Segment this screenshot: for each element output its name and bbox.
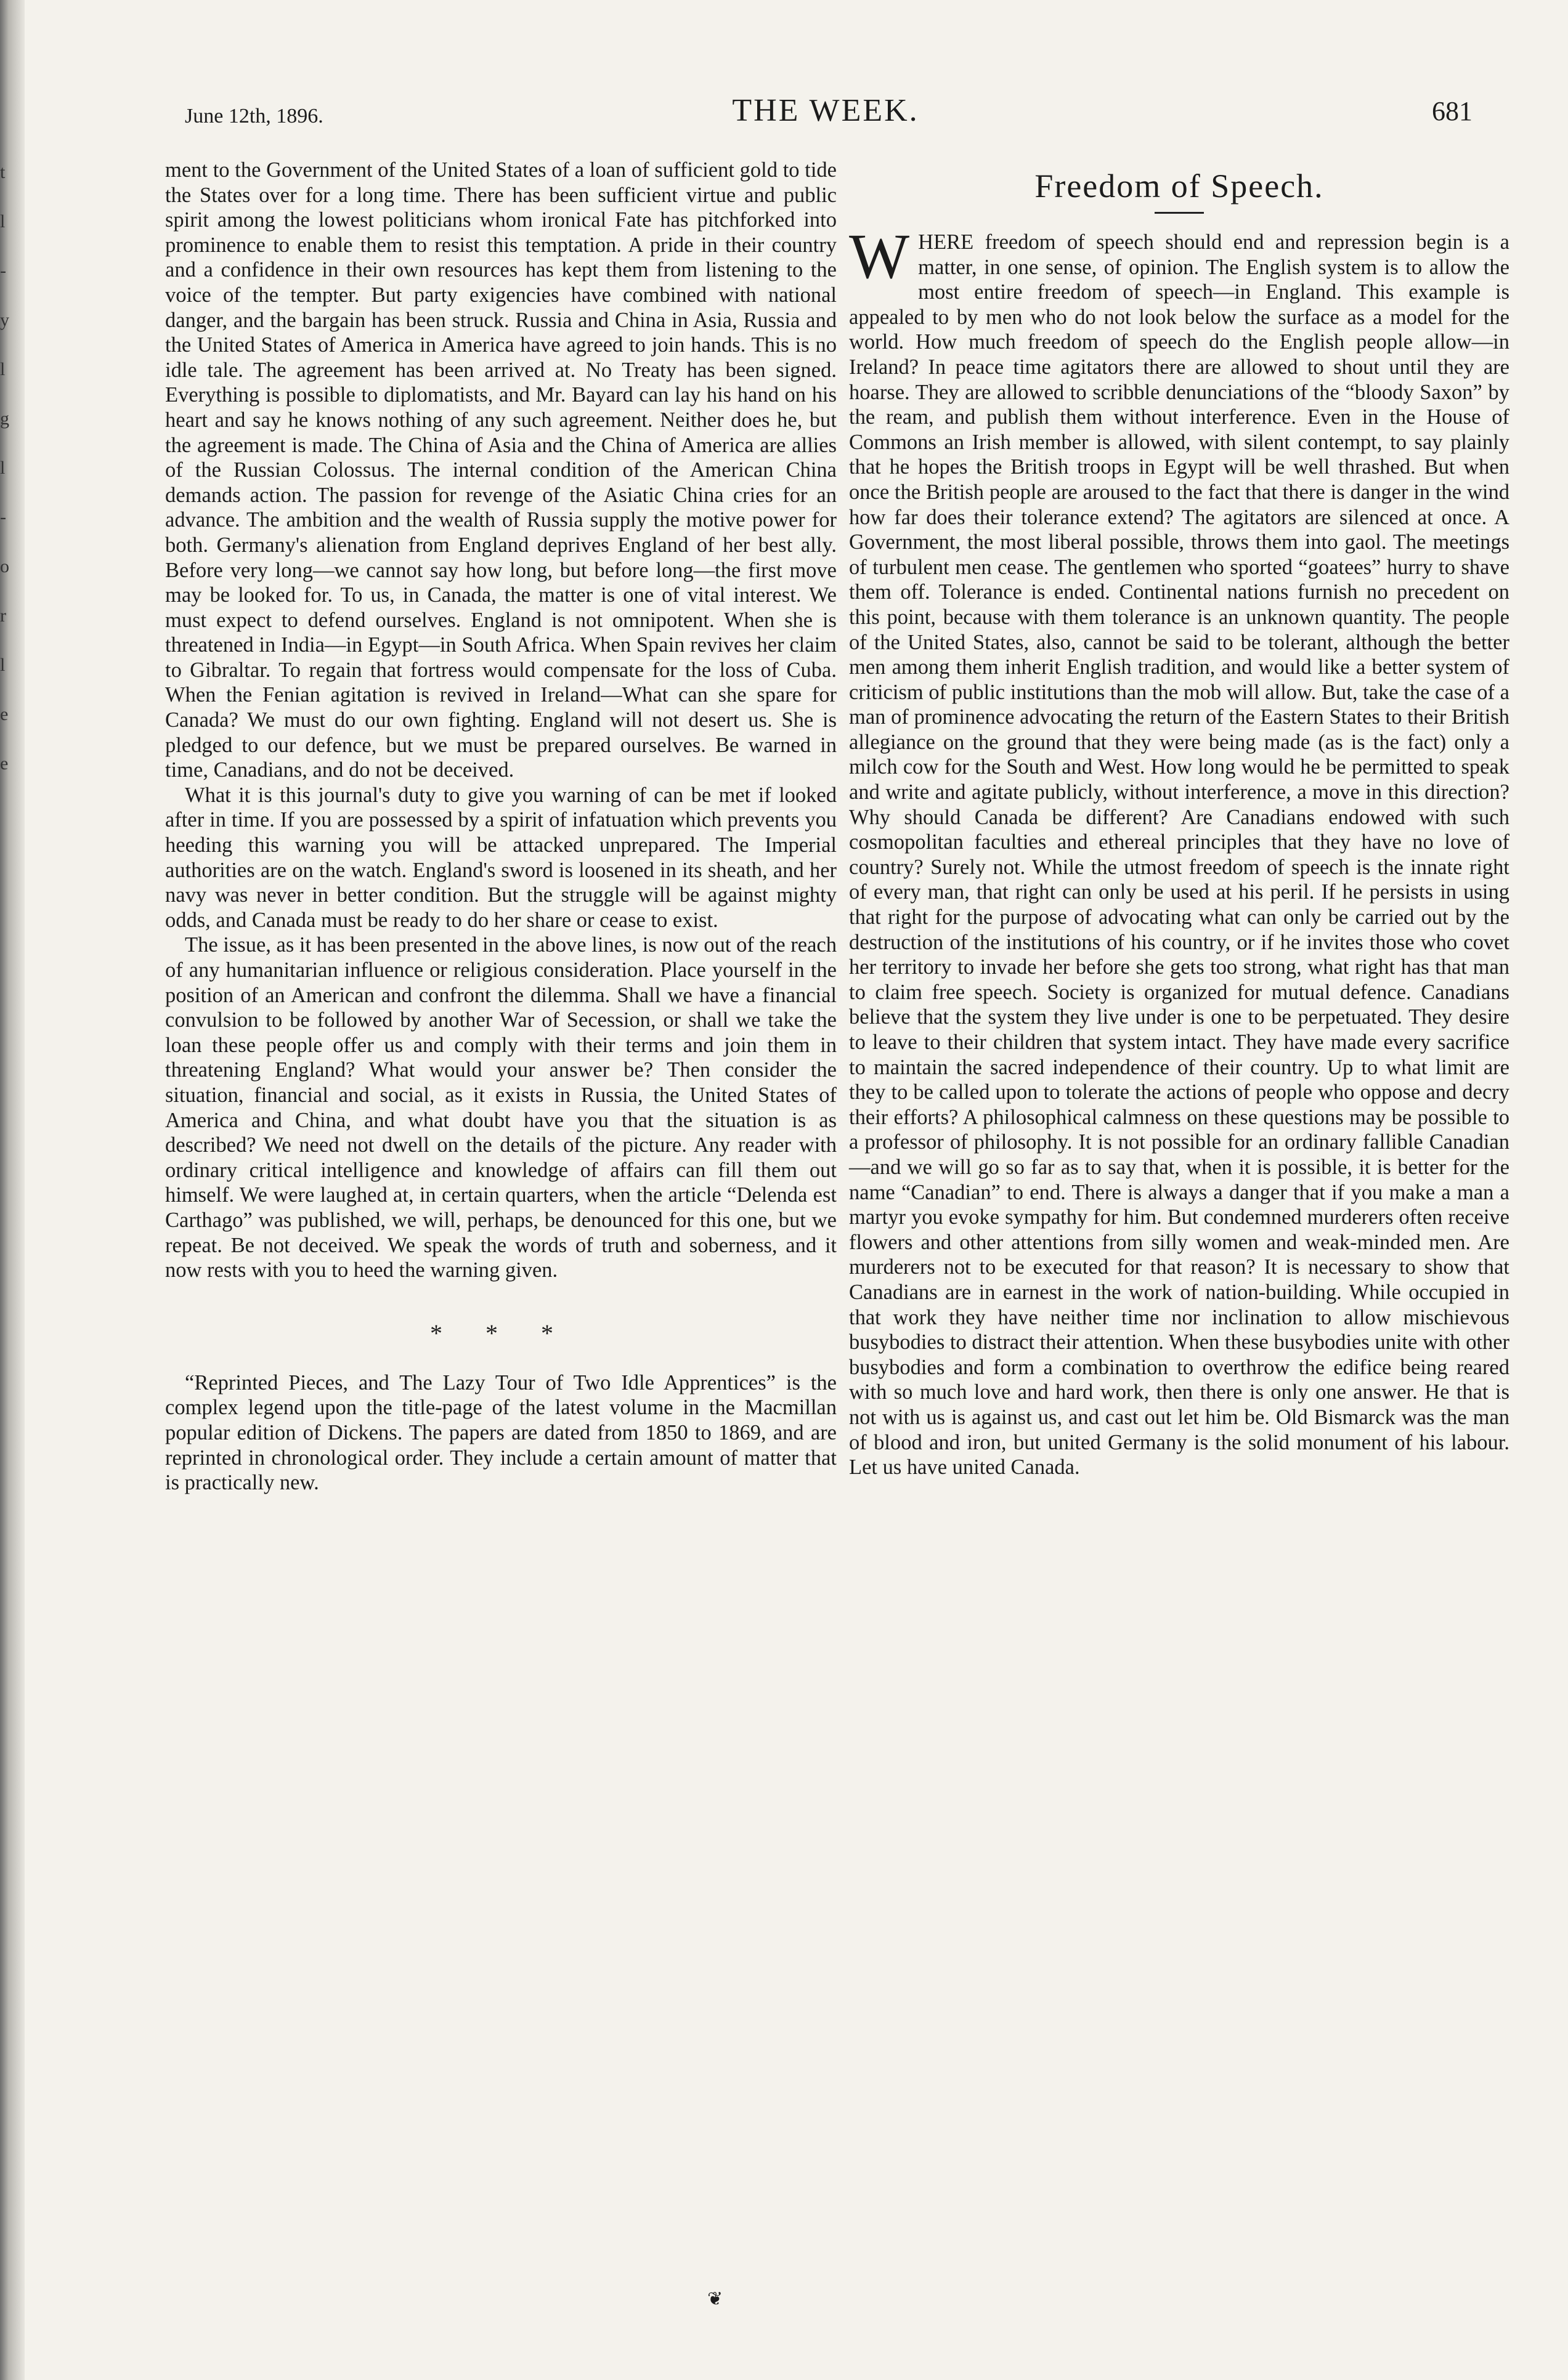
margin-fragment-char: - [0, 507, 6, 527]
section-separator: * * * [430, 1319, 572, 1347]
article-body-text: HERE freedom of speech should end and repression begin is a matter, in one sense, of opinion. The English system is to allow the most entire freedom of speech—in England. This example is appealed to by men who do not look below the surface as a model for the world. How much freedom of speech do the English people allow—in Ireland? In peace time agitators there are allowed to shout until they are hoarse. They are allowed to scribble denunciations of the “bloody Saxon” by the ream, and publish them without interference. Even in the House of Commons an Irish member is allowed, with silent contempt, to say plainly that he hopes the British troops in Egypt will be well thrashed. But when once the British people are aroused to the fact that there is danger in the wind how far does their tolerance extend? The agitators are silenced at once. A Government, the most liberal possible, throws them into gaol. The meetings of turbulent men cease. The gentlemen who sported “goatees” hurry to shave them off. Tolerance is ended. Continental nations furnish no precedent on this point, because with them tolerance is an unknown quantity. The people of the United States, also, cannot be said to be tolerant, although the better men among them inherit English tradition, and would like a better system of criticism of public institutions than the mob will allow. But, take the case of a man of prominence advocating the return of the Eastern States to their British allegiance on the ground that they were being made (as is the fact) only a milch cow for the South and West. How long would he be permitted to speak and write and agitate publicly, without interference, a move in this direction? Why should Canada be different? Are Canadians endowed with such cosmopolitan faculties and ethereal principles that they have no love of country? Surely not. While the utmost freedom of speech is the innate right of every man, that right can only be used at his peril. If he persists in using that right for the purpose of advocating what can only be carried out by the destruction of the institutions of his country, or if he invites those who covet her territory to invade her before she gets too strong, what right has that man to claim free speech. Society is organized for mutual defence. Canadians believe that the system they live under is one to be perpetuated. They desire to leave to their children that system intact. They have made every sacrifice to maintain the sacred independence of their country. Up to what limit are they to be called upon to tolerate the actions of people who oppose and decry their efforts? A philosophical calmness on these questions may be possible to a professor of philosophy. It is not possible for an ordinary fallible Canadian—and we will go so far as to say that, when it is possible, it is better for the name “Canadian” to end. There is always a danger that if you make a man a martyr you evoke sympathy for him. But condemned murderers often receive flowers and other attentions from silly women and weak-minded men. Are murderers not to be executed for that reason? It is necessary to show that Canadians are in earnest in the work of nation-building. While occupied in that work they have neither time nor inclination to allow mischievous busybodies to distract their attention. When these busybodies unite with other busybodies and form a combination to overthrow the edifice being reared with so much love and hard work, then there is only one answer. He that is not with us is against us, and cast out let him be. Old Bismarck was the man of blood and iron, but united Germany is the solid monument of his labour. Let us have united Canada. [849, 230, 1509, 1479]
title-rule [1155, 212, 1204, 214]
margin-fragment-char: - [0, 261, 6, 281]
left-column [165, 158, 837, 1496]
right-column [849, 166, 1509, 1480]
margin-fragment-char: l [0, 655, 6, 675]
footer-ornament: ❦ [707, 2289, 723, 2309]
article-title: Freedom of Speech. [1034, 168, 1324, 204]
margin-fragment-char: e [0, 753, 9, 774]
article-paragraph: What it is this journal's duty to give you warning of can be met if looked after in time. If you are possessed by a spirit of infatuation which prevents you heeding this warning you will be attacked unprepared. The Imperial authorities are on the watch. England's sword is loosened in its sheath, and her navy was never in better condition. But the struggle will be against mighty odds, and Canada must be ready to do her share or cease to exist. [165, 783, 837, 932]
article-body [849, 221, 1509, 1480]
margin-fragment-char: r [0, 605, 6, 626]
margin-fragment-char: o [0, 556, 9, 577]
page-number: 681 [1432, 96, 1473, 126]
margin-fragment-char: l [0, 211, 6, 232]
margin-fragments [0, 148, 14, 788]
margin-fragment-char: e [0, 704, 9, 724]
page-header [173, 92, 1479, 142]
article-paragraph: The issue, as it has been presented in the above lines, is now out of the reach of any humanitarian influence or religious consideration. Place yourself in the position of an American and confront the dilemma. Shall we have a financial convulsion to be followed by another War of Secession, or shall we take the loan these people offer us and comply with their terms and join them in threatening England? What would your answer be? Then consider the situation, financial and social, as it exists in Russia, the United States of America and China, and what doubt have you that the situation is as described? We need not dwell on the details of the picture. Any reader with ordinary critical intelligence and knowledge of affairs can fill them out himself. We were laughed at, in certain quarters, when the article “Delenda est Carthago” was published, we will, perhaps, be denounced for this one, but we repeat. Be not deceived. We speak the words of truth and soberness, and it now rests with you to heed the warning given. [165, 933, 837, 1282]
article-paragraph: ment to the Government of the United States of a loan of sufficient gold to tide the States over for a long time. There has been sufficient virtue and public spirit among the lowest politicians whom ironical Fate has pitchforked into prominence to enable them to resist this temptation. A pride in their country and a confidence in their own resources has kept them from listening to the voice of the tempter. But party exigencies have combined with national danger, and the bargain has been struck. Russia and China in Asia, Russia and the United States of America in America have agreed to join hands. This is no idle tale. The agreement has been arrived at. No Treaty has been signed. Everything is possible to diplomatists, and Mr. Bayard can lay his hand on his heart and say he knows nothing of any such agreement. Neither does he, but the agreement is made. The China of Asia and the China of America are allies of the Russian Colossus. The internal condition of the American China demands action. The passion for revenge of the Asiatic China cries for an advance. The ambition and the wealth of Russia supply the motive power for both. Germany's alienation from England deprives England of her best ally. Before very long—we cannot say how long, but before long—the first move may be looked for. To us, in Canada, the matter is one of vital interest. We must expect to defend ourselves. England is not omnipotent. When she is threatened in India—in Egypt—in South Africa. When Spain revives her claim to Gibraltar. To regain that fortress would compensate for the loss of Cuba. When the Fenian agitation is revived in Ireland—What can she spare for Canada? We must do our own fighting. England will not desert us. She is pledged to our defence, but we must be prepared ourselves. Be warned in time, Canadians, and do not be deceived. [165, 158, 837, 782]
margin-fragment-char: t [0, 162, 6, 182]
margin-fragment-char: l [0, 359, 6, 379]
margin-fragment-char: l [0, 458, 6, 478]
header-date: June 12th, 1896. [185, 105, 323, 127]
margin-fragment-char: y [0, 310, 9, 330]
drop-cap: W [849, 221, 910, 292]
book-note-paragraph: “Reprinted Pieces, and The Lazy Tour of Two Idle Apprentices” is the complex legend upon the title-page of the latest volume in the Macmillan popular edition of Dickens. The papers are dated from 1850 to 1869, and are reprinted in chronological order. They include a certain amount of matter that is practically new. [165, 1370, 837, 1495]
masthead-title: THE WEEK. [732, 93, 919, 128]
margin-fragment-char: g [0, 408, 9, 429]
